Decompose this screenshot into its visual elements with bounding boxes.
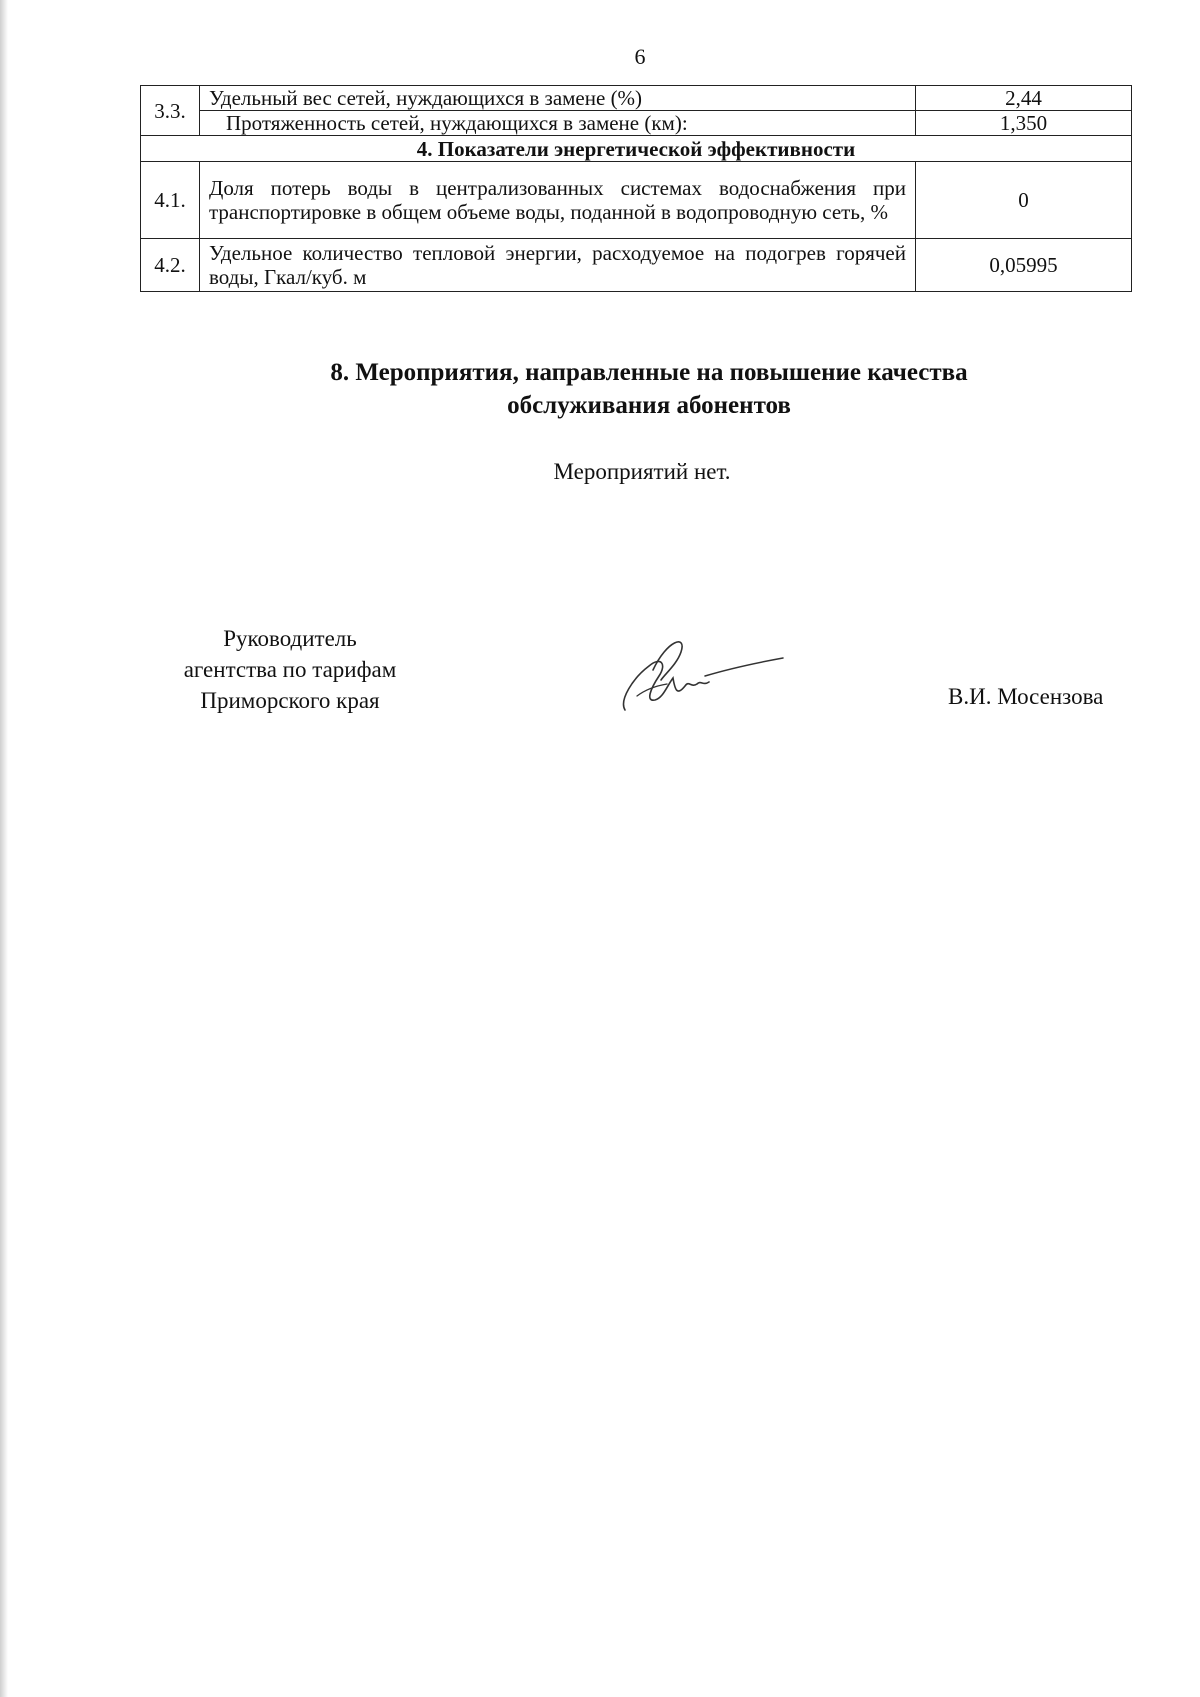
position-line: Приморского края [200, 688, 380, 713]
row-description: Удельный вес сетей, нуждающихся в замене (%) [200, 86, 916, 111]
position-line: Руководитель [223, 626, 357, 651]
row-number: 4.1. [141, 162, 200, 239]
heading-line: 8. Мероприятия, направленные на повышение качества [330, 359, 968, 386]
row-description: Удельное количество тепловой энергии, расходуемое на подогрев горячей воды, Гкал/куб. м [200, 239, 916, 292]
signer-name: В.И. Мосензова [948, 684, 1104, 709]
table-row [141, 111, 1132, 136]
section-heading [0, 356, 1200, 422]
indicators-table [140, 85, 1132, 292]
row-number: 4.2. [141, 239, 200, 292]
row-value: 0 [916, 162, 1132, 239]
position-line: агентства по тарифам [183, 657, 397, 682]
heading-line: обслуживания абонентов [507, 392, 791, 419]
section-body: Мероприятий нет. [553, 459, 731, 484]
table-row [141, 162, 1132, 239]
row-description: Протяженность сетей, нуждающихся в замене (км): [200, 111, 916, 136]
table-row [141, 239, 1132, 292]
row-number: 3.3. [141, 86, 200, 136]
handwritten-signature [615, 630, 785, 720]
row-value: 1,350 [916, 111, 1132, 136]
row-value: 2,44 [916, 86, 1132, 111]
row-description: Доля потерь воды в централизованных системах водоснабжения при транспортировке в общем объеме воды, поданной в водопроводную сеть, % [200, 162, 916, 239]
table-row [141, 86, 1132, 111]
section-title: 4. Показатели энергетической эффективности [141, 136, 1132, 162]
page-number: 6 [634, 44, 646, 69]
table-section-row [141, 136, 1132, 162]
row-value: 0,05995 [916, 239, 1132, 292]
scan-edge [0, 0, 8, 1697]
signer-position [140, 623, 440, 716]
